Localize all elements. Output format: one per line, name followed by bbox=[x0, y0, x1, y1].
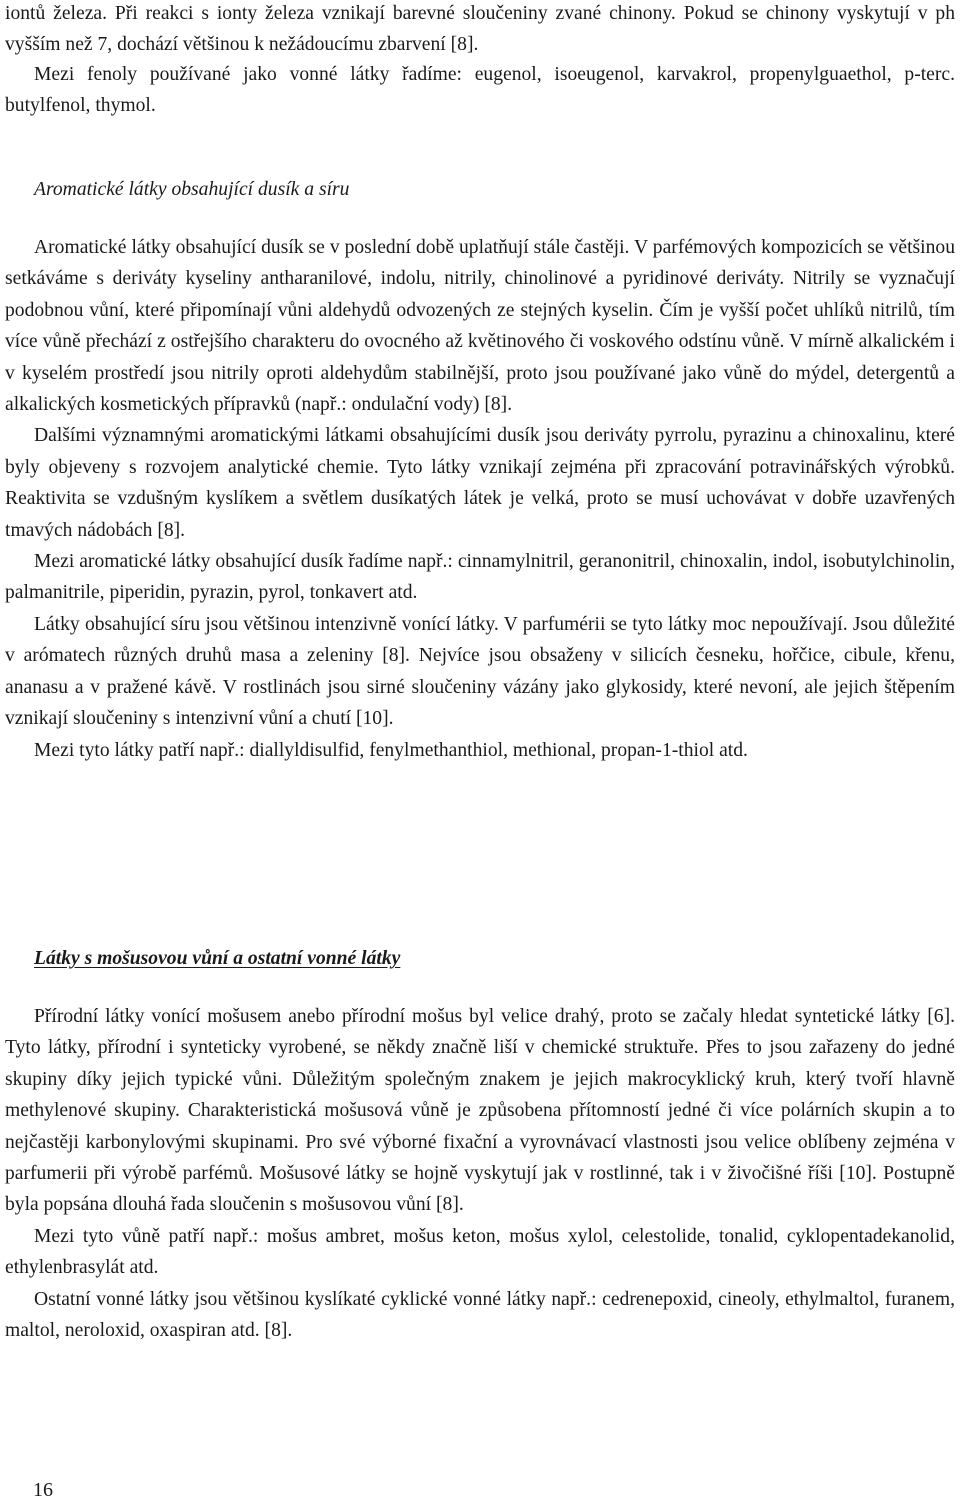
paragraph-musk-examples: Mezi tyto vůně patří např.: mošus ambret, mošus keton, mošus xylol, celestolide, tonalid, cyklopentadekanolid, ethylenbrasylát atd. bbox=[5, 1225, 955, 1279]
paragraph-nitrogen-derivatives: Dalšími významnými aromatickými látkami obsahujícími dusík jsou deriváty pyrrolu, pyrazinu a chinoxalinu, které byly objeveny s rozvojem analytické chemie. Tyto látky vznikají zejména při zpracování potravinářských výrobků. Reaktivita se vzdušným kyslíkem a světlem dusíkatých látek je velká, proto se musí uchovávat v dobře uzavřených tmavých nádobách [8]. bbox=[5, 425, 955, 541]
intro-paragraph-continued: iontů železa. Při reakci s ionty železa vznikají barevné sloučeniny zvané chinony. Pokud se chinony vyskytují v ph vyšším než 7, dochází většinou k nežádoucímu zbarvení [8]. bbox=[5, 3, 955, 56]
paragraph-nitrogen-examples: Mezi aromatické látky obsahující dusík řadíme např.: cinnamylnitril, geranonitril, chinoxalin, indol, isobutylchinolin, palmanitrile, piperidin, pyrazin, pyrol, tonkavert atd. bbox=[5, 551, 955, 604]
paragraph-sulfur-examples: Mezi tyto látky patří např.: diallyldisulfid, fenylmethanthiol, methional, propan-1-thiol atd. bbox=[34, 739, 748, 761]
section-body-nitrogen-sulfur bbox=[5, 232, 955, 766]
paragraph-nitrogen-intro: Aromatické látky obsahující dusík se v poslední době uplatňují stále častěji. V parfémových kompozicích se většinou setkáváme s deriváty kyseliny antharanilové, indolu, nitrily, chinolinové a pyridinové deriváty. Nitrily se vyznačují podobnou vůní, které připomínají vůni aldehydů odvozených ze stejných kyselin. Čím je vyšší počet uhlíků nitrilů, tím více vůně přechází z ostřejšího charakteru do ovocného až květinového či voskového odstínu vůně. V mírně alkalickém i v kyselém prostředí jsou nitrily oproti aldehydům stabilnější, proto jsou používané jako vůně do mýdel, detergentů a alkalických kosmetických přípravků (např.: ondulační vody) [8]. bbox=[5, 237, 955, 416]
intro-paragraph-phenols: Mezi fenoly používané jako vonné látky řadíme: eugenol, isoeugenol, karvakrol, propenylguaethol, p-terc. butylfenol, thymol. bbox=[5, 64, 955, 117]
section-heading-musk: Látky s mošusovou vůní a ostatní vonné látky bbox=[34, 948, 401, 969]
paragraph-other-fragrances: Ostatní vonné látky jsou většinou kyslíkaté cyklické vonné látky např.: cedrenepoxid, cineoly, ethylmaltol, furanem, maltol, neroloxid, oxaspiran atd. [8]. bbox=[5, 1288, 955, 1342]
paragraph-musk-intro: Přírodní látky vonící mošusem anebo přírodní mošus byl velice drahý, proto se začaly hledat syntetické látky [6]. Tyto látky, přírodní i synteticky vyrobené, se někdy značně liší v chemické struktuře. Přes to jsou zařazeny do jedné skupiny díky jejich typické vůni. Důležitým společným znakem je jejich makrocyklický kruh, který tvoří hlavně methylenové skupiny. Charakteristická mošusová vůně je způsobena přítomností jedné či více polárních skupin a to nejčastěji karbonylovými skupinami. Pro své výborné fixační a vyrovnávací vlastnosti jsou velice oblíbeny zejména v parfumerii při výrobě parfémů. Mošusové látky se hojně vyskytují jak v rostlinné, tak i v živočišné říši [10]. Postupně byla popsána dlouhá řada sloučenin s mošusovou vůní [8]. bbox=[5, 1006, 955, 1216]
paragraph-sulfur-intro: Látky obsahující síru jsou většinou intenzivně vonící látky. V parfumérii se tyto látky moc nepoužívají. Jsou důležité v arómatech různých druhů masa a zeleniny [8]. Nejvíce jsou obsaženy v silicích česneku, hořčice, cibule, křenu, ananasu a v pražené kávě. V rostlinách jsou sirné sloučeniny vázány jako glykosidy, které nevoní, ale jejich štěpením vznikají sloučeniny s intenzivní vůní a chutí [10]. bbox=[5, 613, 955, 730]
page-number: 16 bbox=[33, 1479, 53, 1501]
section-body-musk bbox=[5, 1001, 955, 1346]
section-heading-nitrogen-sulfur: Aromatické látky obsahující dusík a síru bbox=[34, 179, 350, 200]
